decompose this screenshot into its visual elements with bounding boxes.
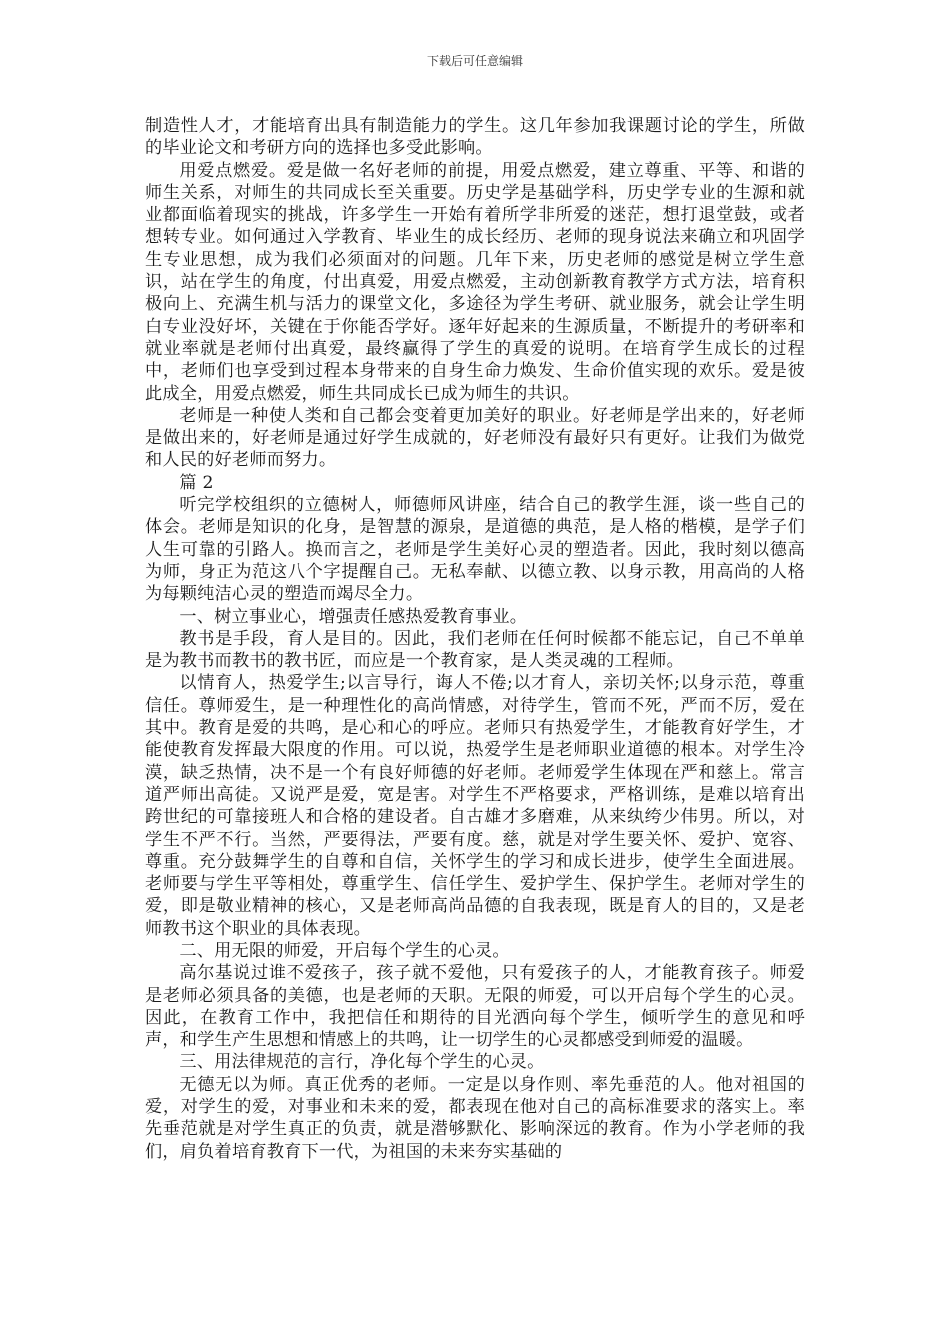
paragraph: 老师是一种使人类和自己都会变着更加美好的职业。好老师是学出来的，好老师是做出来的，好老师是通过好学生成就的，好老师没有最好只有更好。让我们为做党和人民的好老师而努力。 [145, 405, 805, 471]
document-body [145, 115, 805, 1163]
paragraph: 一、树立事业心，增强责任感热爱教育事业。 [179, 606, 528, 627]
paragraph: 高尔基说过谁不爱孩子，孩子就不爱他，只有爱孩子的人，才能教育孩子。师爱是老师必须具备的美德，也是老师的天职。无限的师爱，可以开启每个学生的心灵。因此，在教育工作中，我把信任和期待的目光洒向每个学生，倾听学生的意见和呼声，和学生产生思想和情感上的共鸣，让一切学生的心灵都感受到师爱的温暖。 [145, 963, 805, 1051]
paragraph: 用爱点燃爱。爱是做一名好老师的前提，用爱点燃爱，建立尊重、平等、和谐的师生关系，对师生的共同成长至关重要。历史学是基础学科，历史学专业的生源和就业都面临着现实的挑战，许多学生一开始有着所学非所爱的迷茫，想打退堂鼓，或者想转专业。如何通过入学教育、毕业生的成长经历、老师的现身说法来确立和巩固学生专业思想，成为我们必须面对的问题。几年下来，历史老师的感觉是树立学生意识，站在学生的角度，付出真爱，用爱点燃爱，主动创新教育教学方式方法，培育积极向上、充满生机与活力的课堂文化，多途径为学生考研、就业服务，就会让学生明白专业没好坏，关键在于你能否学好。逐年好起来的生源质量，不断提升的考研率和就业率就是老师付出真爱，最终赢得了学生的真爱的说明。在培育学生成长的过程中，老师们也享受到过程本身带来的自身生命力焕发、生命价值实现的欢乐。爱是彼此成全，用爱点燃爱，师生共同成长已成为师生的共识。 [145, 160, 805, 404]
page-header: 下载后可任意编辑 [426, 54, 523, 68]
paragraph: 教书是手段，育人是目的。因此，我们老师在任何时候都不能忘记，自己不单单是为教书而教书的教书匠，而应是一个教育家，是人类灵魂的工程师。 [145, 628, 805, 672]
paragraph: 听完学校组织的立德树人，师德师风讲座，结合自己的教学生涯，谈一些自己的体会。老师是知识的化身，是智慧的源泉，是道德的典范，是人格的楷模，是学子们人生可靠的引路人。换而言之，老师是学生美好心灵的塑造者。因此，我时刻以德高为师，身正为范这八个字提醒自己。无私奉献、以德立教、以身示教，用高尚的人格为每颗纯洁心灵的塑造而竭尽全力。 [145, 495, 805, 605]
paragraph: 无德无以为师。真正优秀的老师。一定是以身作则、率先垂范的人。他对祖国的爱，对学生的爱，对事业和未来的爱，都表现在他对自己的高标准要求的落实上。率先垂范就是对学生真正的负责，就是潜够默化、影响深远的教育。作为小学老师的我们，肩负着培育教育下一代，为祖国的未来夯实基础的 [145, 1074, 805, 1162]
paragraph: 制造性人才，才能培育出具有制造能力的学生。这几年参加我课题讨论的学生，所做的毕业论文和考研方向的选择也多受此影响。 [145, 116, 805, 159]
paragraph: 篇 2 [179, 472, 214, 493]
paragraph: 三、用法律规范的言行，净化每个学生的心灵。 [179, 1052, 545, 1073]
paragraph: 二、用无限的师爱，开启每个学生的心灵。 [179, 940, 510, 961]
paragraph: 以情育人，热爱学生;以言导行，诲人不倦;以才育人，亲切关怀;以身示范，尊重信任。尊师爱生，是一种理性化的高尚情感，对待学生，管而不死，严而不厉，爱在其中。教育是爱的共鸣，是心和心的呼应。老师只有热爱学生，才能教育好学生，才能使教育发挥最大限度的作用。可以说，热爱学生是老师职业道德的根本。对学生冷漠，缺乏热情，决不是一个有良好师德的好老师。老师爱学生体现在严和慈上。常言道严师出高徒。又说严是爱，宽是害。对学生不严格要求，严格训练，是难以培育出跨世纪的可靠接班人和合格的建设者。自古雄才多磨难，从来纨绔少伟男。所以，对学生不严不行。当然，严要得法，严要有度。慈，就是对学生要关怀、爱护、宽容、尊重。充分鼓舞学生的自尊和自信，关怀学生的学习和成长进步，使学生全面进展。老师要与学生平等相处，尊重学生、信任学生、爱护学生、保护学生。老师对学生的爱，即是敬业精神的核心，又是老师高尚品德的自我表现，既是育人的目的，又是老师教书这个职业的具体表现。 [145, 673, 805, 939]
